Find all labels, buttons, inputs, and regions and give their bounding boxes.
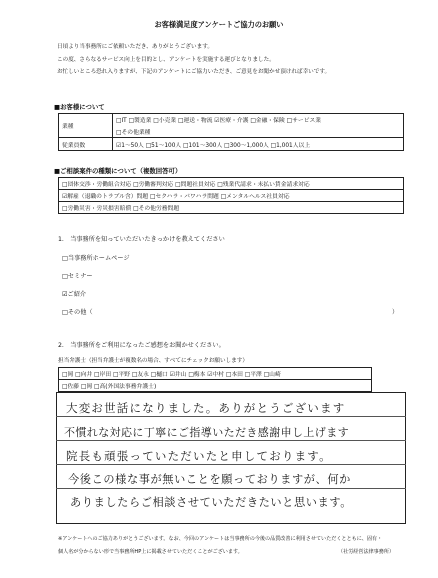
industry-options[interactable] [113,114,404,138]
q1-other-close-paren: ） [392,309,399,316]
intro-line-3: お忙しいところ恐れ入りますが、下記のアンケートにご協力いただき、ご意見をお聞かせ頂ければ幸いです。 [57,69,331,75]
intro-line-1: 日頃より当事務所にご依頼いただき、ありがとうございます。 [57,44,213,50]
industry-row-2[interactable]: □その他業種 [116,130,151,136]
handwritten-line-2: 不慣れな対応に丁寧にご指導いただき感謝申し上げます [64,426,349,439]
comment-rule-4 [56,488,406,489]
q2-question: 2. 当事務所をご利用になったご感想をお聞かせください。 [58,342,225,349]
consult-row-2[interactable]: ☑解雇（退職のトラブル含）問題 □セクハラ・パワハラ問題 □メンタルヘルス社員対応 [59,190,404,202]
lawyer-table [58,367,372,392]
customer-table [58,113,404,151]
lawyer-label: 担当弁護士（担当弁護士が複数名の場合、すべてにチェックお願いします） [58,358,248,364]
q1-option-referral[interactable]: ☑ご紹介 [62,291,87,298]
comment-rule-2 [56,440,406,441]
page-title: お客様満足度アンケートご協力のお願い [154,20,284,29]
comment-rule-3 [56,464,406,465]
q1-option-homepage[interactable]: □当事務所ホームページ [62,255,130,262]
q1-option-other[interactable]: □その他（ [62,309,93,316]
consult-row-3[interactable]: □労働災害・労災損害賠償 □その他労務問題 [59,202,404,214]
lawyer-row-1[interactable]: □岡 □向井 □岸田 □平野 □友永 □樋口 ☑井山 □梅本 ☑中村 □本田 □平澤 □山崎 [59,368,372,380]
comment-rule-1 [56,416,406,417]
consult-row-1[interactable]: □団体交渉・労働組合対応 □労働審判対応 □問題社員対応 □残業代請求・未払い賃金請求対応 [59,178,404,190]
footer-note-1: ※アンケートへのご協力ありがとうございます。なお、今回のアンケートは当事務所の今後の品質改善に利用させていただくとともに、固有・ [58,536,383,542]
handwritten-line-5: ありましたらご相談させていただきたいと思います。 [70,496,353,509]
consult-section-heading: ■ご相談案件の種類について（複数回答可） [54,167,182,175]
employees-label: 従業員数 [59,138,113,151]
handwritten-line-1: 大変お世話になりました。ありがとうございます [66,401,346,415]
customer-section-heading: ■お客様について [54,103,105,111]
lawyer-row-2[interactable]: □佐藤 □岡 □高(外国法事務弁護士) [59,380,372,392]
employees-options[interactable]: ☑1～50人 □51～100人 □101～300人 □300～1,000人 □1,001人以上 [113,138,404,151]
handwritten-line-4: 今後この様な事が無いことを願っておりますが、何か [68,473,351,486]
footer-note-2: 個人名が分からない形で当事務所HP上に掲載させていただくことがございます。 [58,549,243,555]
intro-line-2: この度、さらなるサービス向上を目的とし、アンケートを実施する運びとなりました。 [57,57,275,63]
q1-option-seminar[interactable]: □セミナー [62,273,93,280]
industry-row-1[interactable]: □IT □製造業 □小売業 □運送・物流 ☑医療・介護 □金融・保険 □サービス業 [116,118,322,124]
q1-question: 1. 当事務所を知っていただいたきっかけを教えてください [58,236,225,243]
industry-label: 業種 [59,114,113,138]
handwritten-line-3: 院長も頑張っていただいたと申しております。 [66,449,332,463]
consult-table [58,177,404,214]
footer-org: （社労経営法律事務所） [338,549,395,555]
